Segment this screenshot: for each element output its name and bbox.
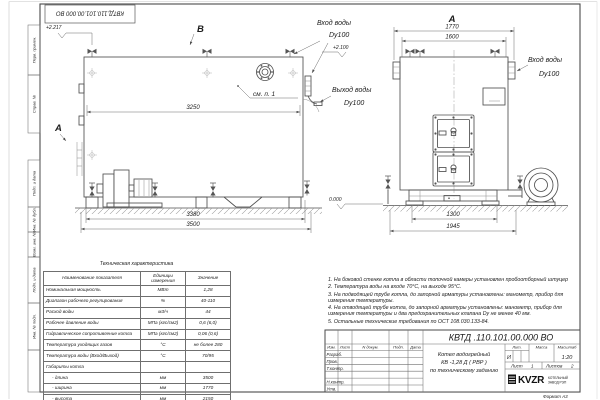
note-item: 4. На отводящей трубе котла, до запорной арматуры установлены: манометр, прибор для измерения температуры и два предохранительных клапана Dу не менее 40 мм.	[328, 305, 562, 318]
row-value: 1,28	[186, 286, 231, 297]
margin-label: Инв. № дубл.	[31, 207, 37, 232]
front-view	[329, 14, 568, 235]
col-date: Дата	[410, 344, 421, 350]
note-item: 5. Остальные технические требования по ОСТ 108.030.133-84.	[328, 318, 489, 325]
row-unit: МПа (кгс/см2)	[141, 329, 186, 340]
scale-label: Масштаб	[557, 344, 577, 350]
outlet-size: Dy100	[344, 100, 365, 107]
dim-1300: 1300	[446, 212, 460, 218]
inlet-size: Dy100	[539, 71, 560, 78]
row-name: Габариты котла	[44, 362, 141, 373]
row-value: 3500	[186, 373, 231, 384]
row-value: 2150	[186, 394, 231, 400]
view-b-label: В	[197, 24, 204, 35]
margin-label: Взам. инв. №	[31, 232, 37, 257]
inlet-size: Dy100	[329, 32, 350, 39]
row-value: 44	[186, 307, 231, 318]
side-view	[46, 19, 372, 233]
table-row	[44, 329, 231, 340]
see-item-callout: см. п. 1	[253, 91, 276, 98]
technical-notes	[328, 277, 580, 326]
dim-1945: 1945	[446, 224, 460, 230]
row-unit: °С	[141, 340, 186, 351]
table-row	[44, 340, 231, 351]
zero-level	[329, 197, 383, 209]
row-name: Диапазон рабочего регулирования	[44, 296, 141, 307]
row-unit: МВт	[141, 286, 186, 297]
row-unit: мм	[141, 394, 186, 400]
view-a-label: А	[55, 123, 62, 134]
inlet-callout-right	[517, 56, 563, 78]
doc-number: КВТД .110.101.00.000 ВО	[448, 332, 554, 343]
level-mid: +2.100	[333, 45, 349, 51]
col-izm: Изм.	[327, 344, 336, 350]
stamp-box	[45, 5, 135, 23]
table-row	[44, 296, 231, 307]
role-nkontr: Н.контр.	[326, 379, 345, 385]
dim-1600: 1600	[445, 34, 459, 41]
sheets-label: Листов	[546, 363, 563, 369]
row-value: 0,06 (0,6)	[186, 329, 231, 340]
table-row	[44, 362, 231, 373]
row-value: 70/95	[186, 351, 231, 362]
margin-label: Перв. примен.	[31, 36, 37, 64]
row-unit: мм	[141, 373, 186, 384]
row-name: - длина	[44, 373, 141, 384]
product-name-2: КВ -1,28 Д ( РВР )	[441, 360, 487, 366]
table-row	[44, 384, 231, 395]
level-top: +2.217	[46, 25, 62, 31]
row-unit: %	[141, 296, 186, 307]
role-prov: Пров.	[326, 358, 338, 364]
row-name: - высота	[44, 394, 141, 400]
format-note: Формат А3	[543, 394, 568, 399]
row-unit: мм	[141, 384, 186, 395]
company-logo	[508, 375, 569, 387]
row-unit: °С	[141, 351, 186, 362]
dim-3380: 3380	[186, 212, 200, 218]
outlet-pipe	[303, 76, 322, 112]
tech-header-name: Наименование показателя	[44, 272, 141, 286]
col-sign: Подп.	[393, 344, 404, 350]
row-unit: МПа (кгс/см2)	[141, 318, 186, 329]
tech-table	[43, 271, 231, 400]
side-ladder	[77, 142, 82, 176]
tech-header-value: Значение	[186, 272, 231, 286]
note-item: 2. Температура воды на входе 70°С, на выходе 95°С.	[328, 284, 462, 291]
front-view-label: А	[448, 14, 456, 25]
logo-text: KVZR	[518, 375, 545, 386]
row-unit	[141, 362, 186, 373]
row-name: Номинальная мощность	[44, 286, 141, 297]
row-name: Рабочее давление воды	[44, 318, 141, 329]
row-name: Температура уходящих газов	[44, 340, 141, 351]
margin-label: Подп. и дата	[31, 267, 37, 293]
row-name: Гидравлическое сопротивление котла	[44, 329, 141, 340]
product-name-3: по техническому заданию	[430, 368, 498, 374]
row-name: - ширина	[44, 384, 141, 395]
table-row	[44, 351, 231, 362]
title-block	[325, 330, 580, 392]
note-item: 3. На подводящей трубе котла, до запорной арматуры установлены: манометр, прибор для измерения температуры.	[328, 291, 564, 304]
row-value	[186, 362, 231, 373]
row-value: не более 280	[186, 340, 231, 351]
stamp-number: КВТД.110.101.00.000 ВО	[55, 9, 125, 16]
dim-1770: 1770	[445, 24, 459, 31]
col-list: Лист	[339, 344, 351, 350]
row-name: Температура воды (Вход/Выход)	[44, 351, 141, 362]
outlet-label: Выход воды	[332, 87, 372, 94]
margin-label: Справ. №	[31, 94, 37, 114]
scale-value: 1:20	[561, 355, 573, 361]
logo-sub-1: КОТЕЛЬНЫЙ	[548, 376, 568, 380]
sheets-num: 2	[571, 363, 574, 369]
sheet-label: Лист	[511, 363, 523, 369]
tech-table-header-row	[44, 272, 231, 286]
role-utv: Утв.	[326, 386, 337, 392]
lit-label: Лит.	[512, 344, 522, 350]
table-row	[44, 394, 231, 400]
product-name-1: Котел водогрейный	[437, 352, 491, 358]
tech-header-unit: Единицы измерения	[141, 272, 186, 286]
row-name: Расход воды	[44, 307, 141, 318]
table-row	[44, 286, 231, 297]
lit-value: И	[507, 355, 511, 361]
level-zero: 0.000	[329, 197, 342, 203]
fan-front	[524, 168, 558, 206]
role-tkontr: Т.контр.	[326, 365, 344, 371]
note-item: 1. На боковой стенке котла в области топочной камеры установлен пробоотборный штуцер	[328, 277, 569, 283]
base-frame	[406, 190, 499, 205]
role-razrab: Разраб.	[326, 352, 343, 357]
row-value: 1770	[186, 384, 231, 395]
row-unit: м3/ч	[141, 307, 186, 318]
inlet-label: Вход воды	[317, 20, 351, 27]
table-row	[44, 307, 231, 318]
row-value: 40-110	[186, 296, 231, 307]
tech-table-title: Техническая характеристика	[99, 261, 174, 267]
margin-label: Подп. и дата	[31, 170, 37, 197]
table-row	[44, 373, 231, 384]
dim-3250: 3250	[186, 105, 200, 111]
margin-label: Инв. № подл.	[31, 314, 37, 339]
col-doc: N докум.	[362, 344, 379, 350]
row-value: 0,6 (6,0)	[186, 318, 231, 329]
logo-sub-2: ЗАВОД РЭП	[548, 380, 567, 385]
dim-3500: 3500	[186, 222, 200, 228]
outlet-callout	[320, 86, 372, 107]
table-row	[44, 318, 231, 329]
sheet-num: 1	[531, 363, 534, 369]
inlet-label: Вход воды	[528, 57, 562, 64]
margin-labels	[32, 37, 37, 339]
mass-label: Масса	[535, 344, 548, 350]
